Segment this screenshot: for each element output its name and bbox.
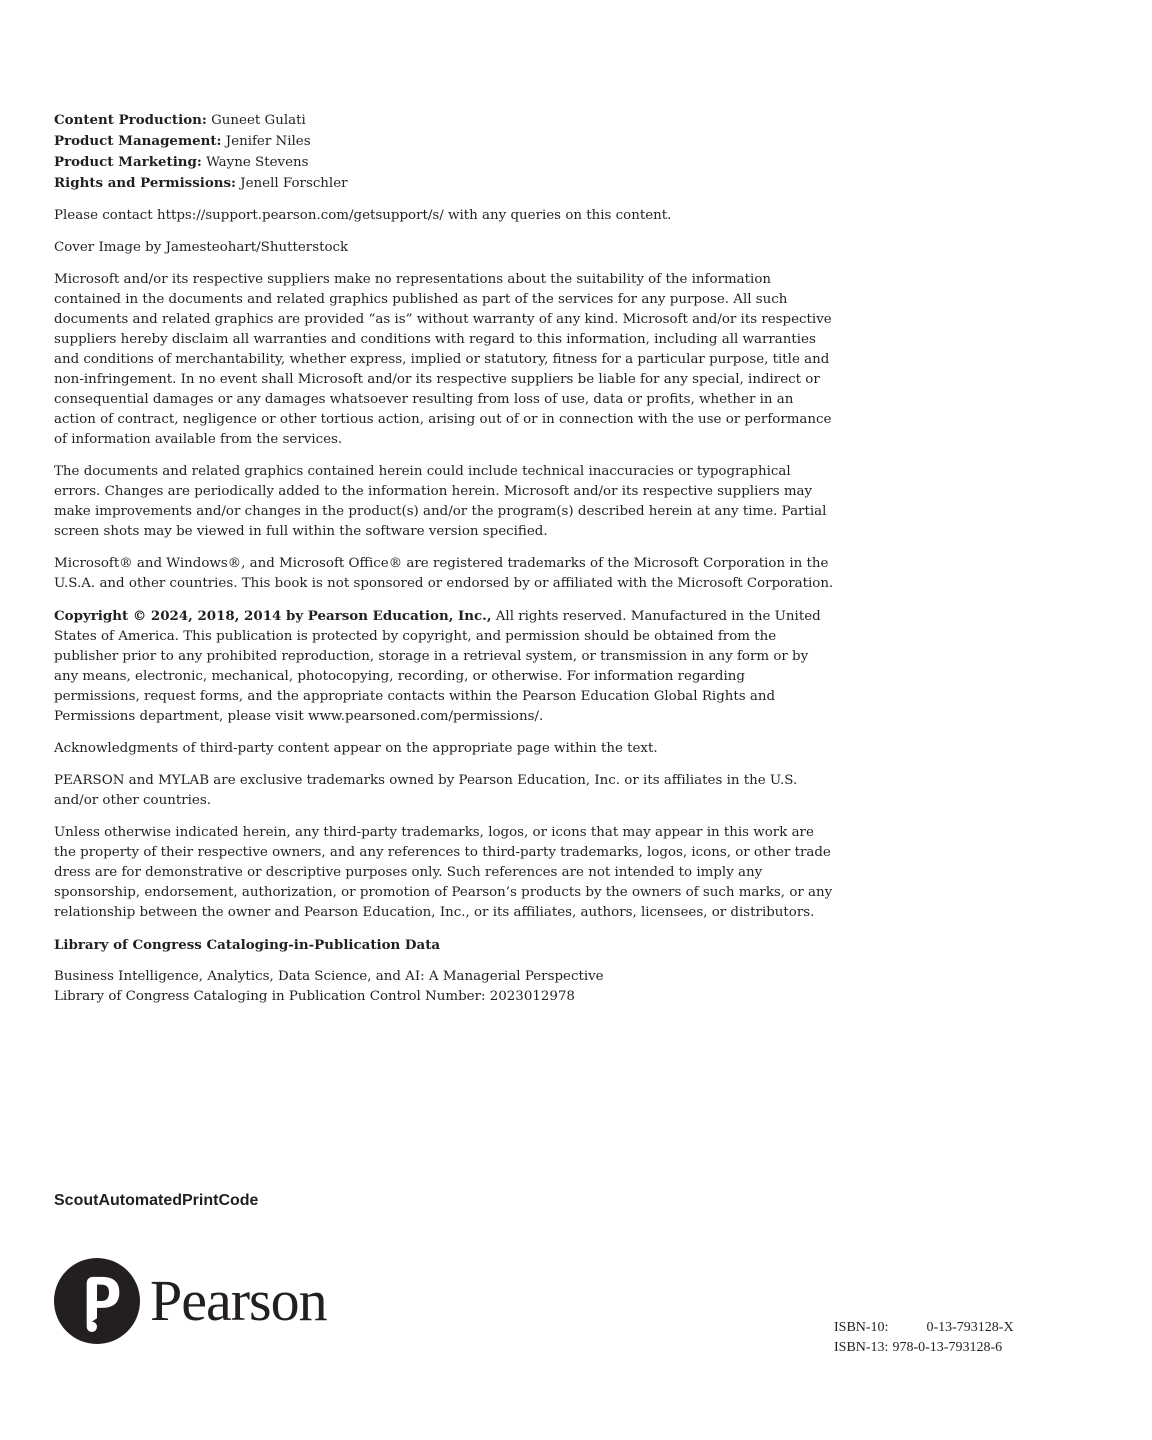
inaccuracies-paragraph: The documents and related graphics contained herein could include technical inaccuracies or typographical errors. Changes are periodically added to the information herein. Microsoft and/or its respective suppliers may make improvements and/or changes in the product(s) and/or the program(s) described herein at any time. Partial screen shots may be viewed in full within the software version specified. <box>54 464 827 539</box>
copyright-page-content <box>54 110 834 1007</box>
trademarks-paragraph: Microsoft® and Windows®, and Microsoft Office® are registered trademarks of the Microsoft Corporation in the U.S.A. and other countries. This book is not sponsored or endorsed by or affiliated with the Microsoft Corporation. <box>54 556 834 591</box>
isbn-10-row <box>834 1318 1014 1338</box>
third-party-paragraph: Unless otherwise indicated herein, any third-party trademarks, logos, or icons that may appear in this work are the property of their respective owners, and any references to third-party trademarks, logos, icons, or other trade dress are for demonstrative or descriptive purposes only. Such references are not intended to imply any sponsorship, endorsement, authorization, or promotion of Pearson’s products by the owners of such marks, or any relationship between the owner and Pearson Education, Inc., or its affiliates, authors, licensees, or distributors. <box>54 825 833 920</box>
credit-name: Guneet Gulati <box>206 113 306 128</box>
loc-title: Business Intelligence, Analytics, Data Science, and AI: A Managerial Perspective <box>54 969 604 984</box>
loc-control-number: Library of Congress Cataloging in Publication Control Number: 2023012978 <box>54 989 575 1004</box>
isbn-13-label: ISBN-13: <box>834 1340 889 1355</box>
cover-image-credit: Cover Image by Jamesteohart/Shutterstock <box>54 240 349 255</box>
isbn-13-value: 978-0-13-793128-6 <box>892 1340 1003 1355</box>
credit-role: Product Management: <box>54 133 222 149</box>
pearson-trademarks-paragraph: PEARSON and MYLAB are exclusive trademarks owned by Pearson Education, Inc. or its affiliates in the U.S. and/or other countries. <box>54 773 798 808</box>
credit-role: Product Marketing: <box>54 154 202 170</box>
pearson-logo <box>54 1258 327 1344</box>
copyright-notice: Copyright © 2024, 2018, 2014 by Pearson Education, Inc., <box>54 608 492 624</box>
credit-line-rights-permissions <box>54 173 834 194</box>
credits-block <box>54 110 834 194</box>
isbn-10-label: ISBN-10: <box>834 1320 889 1335</box>
credit-line-content-production <box>54 110 834 131</box>
acknowledgments-paragraph: Acknowledgments of third-party content appear on the appropriate page within the text. <box>54 741 658 756</box>
isbn-10-value: 0-13-793128-X <box>926 1320 1014 1335</box>
isbn-block <box>834 1318 1014 1358</box>
credit-line-product-management <box>54 131 834 152</box>
microsoft-disclaimer-paragraph: Microsoft and/or its respective suppliers make no representations about the suitability of the information contained in the documents and related graphics published as part of the services for any purpose. All such documents and related graphics are provided “as is” without warranty of any kind. Microsoft and/or its respective suppliers hereby disclaim all warranties and conditions with regard to this information, including all warranties and conditions of merchantability, whether express, implied or statutory, fitness for a particular purpose, title and non-infringement. In no event shall Microsoft and/or its respective suppliers be liable for any special, indirect or consequential damages or any damages whatsoever resulting from loss of use, data or profits, whether in an action of contract, negligence or other tortious action, arising out of or in connection with the use or performance of information available from the services. <box>54 272 832 447</box>
isbn-13-row <box>834 1338 1014 1358</box>
print-code: ScoutAutomatedPrintCode <box>54 1192 259 1209</box>
credit-name: Jenell Forschler <box>236 176 348 191</box>
credit-role: Content Production: <box>54 112 207 128</box>
pearson-p-logo-icon <box>54 1258 140 1344</box>
loc-heading: Library of Congress Cataloging-in-Publication Data <box>54 937 441 953</box>
copyright-text: All rights reserved. Manufactured in the United States of America. This publication is protected by copyright, and permission should be obtained from the publisher prior to any prohibited reproduction, storage in a retrieval system, or transmission in any form or by any means, electronic, mechanical, photocopying, recording, or otherwise. For information regarding permissions, request forms, and the appropriate contacts within the Pearson Education Global Rights and Permissions department, please visit www.pearsoned.com/permissions/. <box>54 609 821 724</box>
credit-name: Jenifer Niles <box>221 134 311 149</box>
credit-name: Wayne Stevens <box>201 155 309 170</box>
pearson-wordmark: Pearson <box>150 1268 327 1333</box>
copyright-paragraph <box>54 606 834 727</box>
credit-line-product-marketing <box>54 152 834 173</box>
loc-data <box>54 967 834 1007</box>
credit-role: Rights and Permissions: <box>54 175 236 191</box>
contact-paragraph: Please contact https://support.pearson.com/getsupport/s/ with any queries on this content. <box>54 208 672 223</box>
